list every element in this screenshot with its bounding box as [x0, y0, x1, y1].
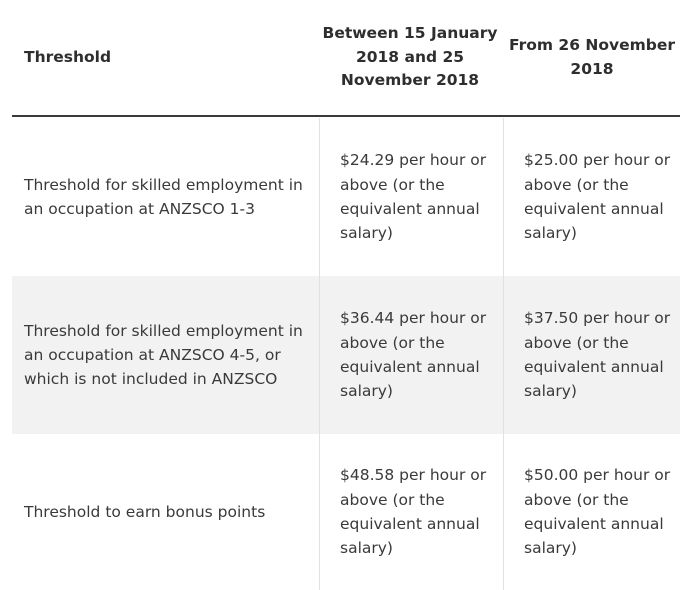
period1-rate: $48.58 per hour or above (or the equivalent annual salary)	[340, 466, 487, 558]
period1-cell	[340, 118, 508, 276]
column-header-threshold-label: Threshold	[24, 47, 112, 66]
threshold-text: Threshold for skilled employment in an occupation at ANZSCO 1-3	[24, 175, 303, 218]
period2-rate: $50.00 per hour or above (or the equivalent annual salary)	[524, 466, 671, 558]
column-header-period-2018	[320, 0, 500, 115]
threshold-text: Threshold for skilled employment in an occupation at ANZSCO 4-5, or which is not included in ANZSCO	[24, 321, 303, 389]
period1-rate: $36.44 per hour or above (or the equivalent annual salary)	[340, 309, 487, 401]
period2-cell	[524, 276, 680, 434]
period2-cell	[524, 434, 680, 590]
column-header-threshold	[24, 0, 314, 115]
table-row	[12, 434, 680, 590]
table-row	[12, 276, 680, 434]
period2-cell	[524, 118, 680, 276]
salary-threshold-table	[12, 0, 680, 590]
period2-rate: $25.00 per hour or above (or the equivalent annual salary)	[524, 151, 671, 243]
period1-cell	[340, 276, 508, 434]
threshold-cell	[24, 434, 314, 590]
period2-rate: $37.50 per hour or above (or the equivalent annual salary)	[524, 309, 671, 401]
column-divider	[503, 118, 504, 590]
threshold-cell	[24, 276, 314, 434]
column-header-period-from-nov-2018	[504, 0, 680, 115]
column-header-period-from-nov-2018-label: From 26 November 2018	[508, 36, 676, 78]
period1-rate: $24.29 per hour or above (or the equivalent annual salary)	[340, 151, 487, 243]
threshold-cell	[24, 118, 314, 276]
threshold-text: Threshold to earn bonus points	[24, 502, 266, 521]
column-divider	[319, 118, 320, 590]
table-header	[12, 0, 680, 117]
period1-cell	[340, 434, 508, 590]
table-row	[12, 118, 680, 276]
column-header-period-2018-label: Between 15 January 2018 and 25 November 2018	[322, 24, 498, 90]
